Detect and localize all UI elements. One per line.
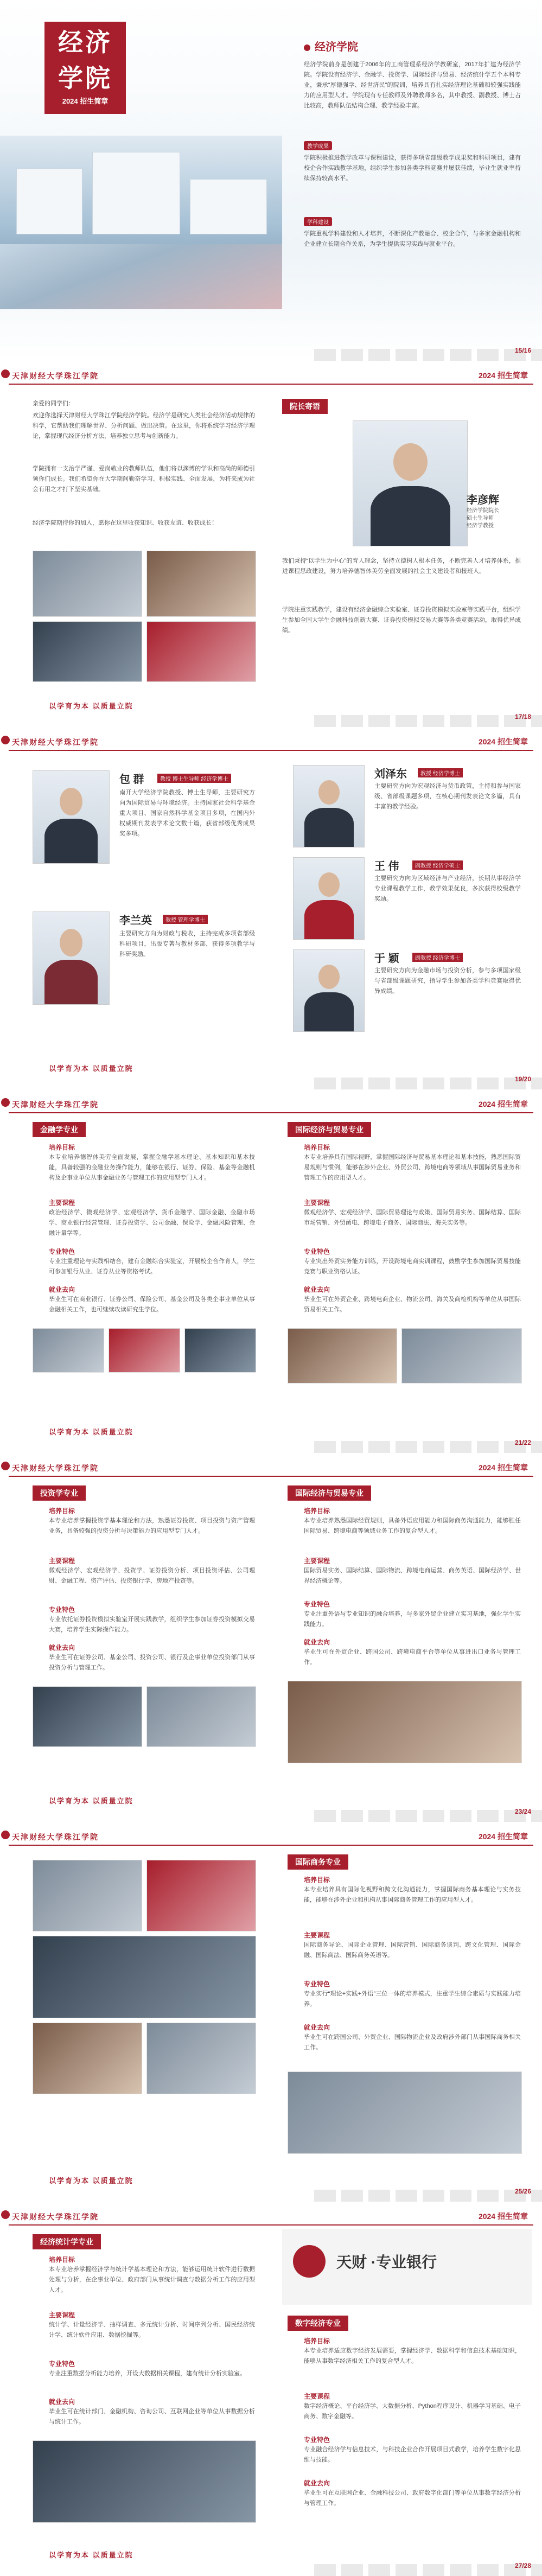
footer-stripes xyxy=(314,1077,542,1089)
sub-heading: 专业特色 xyxy=(49,1248,75,1255)
major-photo xyxy=(146,1686,256,1747)
major-photo xyxy=(109,1328,180,1373)
major-photo xyxy=(146,1860,256,1931)
major-paragraph: 本专业培养具有国际化视野和跨文化沟通能力，掌握国际商务基本理论与实务技能，能够在涉外企业和机构从事国际商务管理工作的应用型人才。 xyxy=(304,1886,521,1903)
dean-name: 李彦辉 xyxy=(467,494,499,506)
teacher-role: 教授 管理学博士 xyxy=(163,915,208,924)
school-logo-icon xyxy=(1,1831,10,1839)
building-shape xyxy=(190,179,267,234)
cooperation-paragraph: 学院重视学科建设和人才培养，不断深化产教融合、校企合作，与多家金融机构和企业建立长期合作关系，为学生提供实习实践与就业平台。 xyxy=(304,231,521,247)
bullet-dot-icon xyxy=(304,44,310,51)
sub-heading: 专业特色 xyxy=(304,1248,330,1255)
major-paragraph: 本专业培养掌握投资学基本理论和方法，熟悉证券投资、项目投资与资产管理业务，具备较强的投资分析与决策能力的应用型专门人才。 xyxy=(49,1517,255,1534)
sub-heading: 主要课程 xyxy=(49,2311,75,2319)
school-logo-icon xyxy=(1,736,10,744)
teacher-bio: 南开大学经济学院教授、博士生导师，主要研究方向为国际贸易与环境经济。主持国家社会科学基金重大项目、国家自然科学基金项目多项，在国内外权威期刊发表学术论文数十篇，获省部级优秀成果奖多项。 xyxy=(119,789,255,837)
sub-heading: 主要课程 xyxy=(304,2393,330,2400)
sub-heading: 专业特色 xyxy=(49,1606,75,1614)
major-paragraph: 统计学、计量经济学、抽样调查、多元统计分析、时间序列分析、国民经济统计学、统计软件应用、数据挖掘等。 xyxy=(49,2322,255,2338)
teacher-photo xyxy=(33,911,110,1005)
teacher-role: 教授 博士生导师 经济学博士 xyxy=(157,774,231,783)
major-photo xyxy=(33,1860,142,1931)
slogan: 以学育为本 以质量立院 xyxy=(49,1428,133,1436)
sub-heading: 专业特色 xyxy=(304,1980,330,1988)
sub-heading: 培养目标 xyxy=(304,1144,330,1151)
highlights-paragraph: 学院积极推进教学改革与课程建设，获得多项省部级教学成果奖和科研项目，建有校企合作实践教学基地，组织学生参加各类学科竞赛并屡获佳绩，毕业生就业率持续保持较高水平。 xyxy=(304,155,521,182)
page-header xyxy=(9,735,533,751)
major-paragraph: 微观经济学、宏观经济学、投资学、证券投资分析、项目投资评估、公司理财、金融工程、资产评估、投资银行学、房地产投资等。 xyxy=(49,1567,255,1584)
major-photo xyxy=(401,1328,522,1383)
letter-paragraph-1: 欢迎你选择天津财经大学珠江学院经济学院。经济学是研究人类社会经济活动规律的科学，它帮助我们理解世界、分析问题、做出决策。在这里，你将系统学习经济学理论，掌握现代经济分析方法，培养独立思考与创新能力。 xyxy=(33,412,255,439)
school-name: 天津财经大学珠江学院 xyxy=(12,2213,99,2222)
major-photo xyxy=(33,1686,142,1747)
major-paragraph: 毕业生可在统计部门、金融机构、咨询公司、互联网企业等单位从事数据分析与统计工作。 xyxy=(49,2408,255,2425)
school-logo-icon xyxy=(1,1098,10,1107)
guide-title: 2024 招生简章 xyxy=(478,737,528,746)
page-number: 15/16 xyxy=(514,347,531,354)
major-photo xyxy=(33,1936,256,2018)
school-logo-icon xyxy=(1,2210,10,2219)
decorative-wave xyxy=(0,244,282,309)
major-paragraph: 毕业生可在证券公司、基金公司、投资公司、银行及企事业单位投资部门从事投资分析与管理工作。 xyxy=(49,1654,255,1671)
school-logo-icon xyxy=(1,369,10,378)
teacher-bio: 主要研究方向为金融市场与投资分析，参与多项国家级与省部级课题研究，指导学生参加各类学科竞赛取得优异成绩。 xyxy=(374,967,521,994)
major-paragraph: 毕业生可在跨国公司、外贸企业、国际物流企业及政府涉外部门从事国际商务相关工作。 xyxy=(304,2034,521,2051)
major-paragraph: 数字经济概论、平台经济学、大数据分析、Python程序设计、机器学习基础、电子商务、数字金融等。 xyxy=(304,2403,521,2420)
major-title: 金融学专业 xyxy=(33,1122,86,1137)
major-paragraph: 毕业生可在外贸企业、跨国公司、跨境电商平台等单位从事进出口业务与管理工作。 xyxy=(304,1649,521,1666)
major-paragraph: 毕业生可在互联网企业、金融科技公司、政府数字化部门等单位从事数字经济分析与管理工作。 xyxy=(304,2490,521,2507)
teacher-photo xyxy=(293,765,365,847)
highlights-tag: 教学成果 xyxy=(304,141,334,151)
right-paragraph-2: 学院注重实践教学，建设有经济金融综合实验室、证券投资模拟实验室等实践平台，组织学生参加全国大学生金融科技创新大赛、证券投资模拟交易大赛等各类竞赛活动，取得优异成绩。 xyxy=(282,607,521,634)
sub-heading: 主要课程 xyxy=(304,1557,330,1565)
major-paragraph: 专业注重理论与实践相结合，建有金融综合实验室，开展校企合作育人，学生可参加银行从业、证券从业等资格考试。 xyxy=(49,1258,255,1275)
activity-photo xyxy=(33,551,142,617)
page-header xyxy=(9,1461,533,1477)
slogan: 以学育为本 以质量立院 xyxy=(49,1064,133,1073)
cover-title-banner xyxy=(44,22,126,114)
cover-title-line1: 经济 xyxy=(58,28,112,57)
teacher-role: 副教授 经济学博士 xyxy=(412,953,463,962)
major-photo xyxy=(33,2023,142,2094)
major-paragraph: 微观经济学、宏观经济学、国际贸易理论与政策、国际贸易实务、国际结算、国际市场营销、外贸函电、跨境电子商务、国际商法、海关实务等。 xyxy=(304,1209,521,1226)
page-header xyxy=(9,1097,533,1113)
teacher-bio: 主要研究方向为财政与税收，主持完成多项省部级科研项目，出版专著与教材多部，获得多项教学与科研奖励。 xyxy=(119,930,255,958)
page-number: 23/24 xyxy=(514,1808,531,1815)
teachers-page xyxy=(0,727,542,1089)
sub-heading: 就业去向 xyxy=(304,2479,330,2487)
major-title: 国际经济与贸易专业 xyxy=(288,1485,371,1501)
slogan: 以学育为本 以质量立院 xyxy=(49,2177,133,2185)
building-shape xyxy=(92,152,180,234)
dean-photo xyxy=(353,420,468,546)
sub-heading: 主要课程 xyxy=(304,1199,330,1207)
sub-heading: 主要课程 xyxy=(304,1931,330,1939)
major-photo xyxy=(288,1328,397,1383)
major-paragraph: 本专业培养掌握经济学与统计学基本理论和方法，能够运用统计软件进行数据处理与分析，在企事业单位、政府部门从事统计调查与数据分析工作的应用型人才。 xyxy=(49,2266,255,2293)
footer-stripes xyxy=(314,2564,542,2576)
footer-stripes xyxy=(314,1810,542,1822)
guide-title: 2024 招生简章 xyxy=(478,1463,528,1472)
sub-heading: 就业去向 xyxy=(304,2024,330,2031)
major-photo xyxy=(33,1328,104,1373)
major-title: 数字经济专业 xyxy=(288,2316,348,2331)
major-paragraph: 专业注重外语与专业知识的融合培养，与多家外贸企业建立实习基地，强化学生实践能力。 xyxy=(304,1611,521,1628)
sub-heading: 就业去向 xyxy=(304,1286,330,1293)
major-photo xyxy=(288,2071,522,2154)
major-paragraph: 专业实行“理论+实践+外语”三位一体的培养模式，注重学生综合素质与实践能力培养。 xyxy=(304,1991,521,2007)
slogan: 以学育为本 以质量立院 xyxy=(49,702,133,710)
activity-photo xyxy=(146,621,256,682)
majors-page xyxy=(0,2202,542,2576)
page-header xyxy=(9,2209,533,2226)
bank-sign-text: 天财 ·专业银行 xyxy=(336,2254,437,2271)
sub-heading: 培养目标 xyxy=(49,1144,75,1151)
sub-heading: 培养目标 xyxy=(49,2256,75,2263)
sub-heading: 就业去向 xyxy=(304,1638,330,1646)
teacher-role: 教授 经济学博士 xyxy=(418,768,463,777)
guide-title: 2024 招生简章 xyxy=(478,2212,528,2221)
major-photo xyxy=(146,2023,256,2094)
sub-heading: 专业特色 xyxy=(304,1601,330,1608)
slogan: 以学育为本 以质量立院 xyxy=(49,2551,133,2559)
cover-page xyxy=(0,0,542,361)
cooperation-tag: 学科建设 xyxy=(304,217,334,227)
major-paragraph: 政治经济学、微观经济学、宏观经济学、货币金融学、国际金融、金融市场学、商业银行经营管理、证券投资学、公司金融、保险学、金融风险管理、金融计量学等。 xyxy=(49,1209,255,1236)
major-paragraph: 国际商务导论、国际企业管理、国际营销、国际商务谈判、跨文化管理、国际金融、国际商法、国际商务英语等。 xyxy=(304,1942,521,1959)
school-name: 天津财经大学珠江学院 xyxy=(12,738,99,747)
sub-heading: 培养目标 xyxy=(304,1876,330,1884)
major-paragraph: 本专业培养德智体美劳全面发展，掌握金融学基本理论、基本知识和基本技能，具备较强的金融业务操作能力，能够在银行、证券、保险、基金等金融机构及企事业单位从事金融业务与管理工作的应用型专门人才。 xyxy=(49,1154,255,1181)
sub-heading: 培养目标 xyxy=(49,1507,75,1515)
teacher-name: 包 群 xyxy=(119,774,144,786)
footer-stripes xyxy=(314,1441,542,1453)
bank-logo-icon xyxy=(293,2245,326,2278)
teacher-photo xyxy=(293,949,365,1032)
activity-photo xyxy=(146,551,256,617)
school-name: 天津财经大学珠江学院 xyxy=(12,1464,99,1473)
teacher-name: 王 伟 xyxy=(374,860,399,872)
sub-heading: 培养目标 xyxy=(304,2337,330,2345)
teacher-name: 李兰英 xyxy=(119,915,152,927)
teacher-photo xyxy=(33,770,110,864)
guide-title: 2024 招生简章 xyxy=(478,371,528,380)
major-paragraph: 专业突出外贸实务能力训练，开设跨境电商实训课程，鼓励学生参加国际贸易技能竞赛与职业资格认证。 xyxy=(304,1258,521,1275)
teacher-name: 刘泽东 xyxy=(374,768,407,780)
dean-page xyxy=(0,361,542,727)
teacher-role: 副教授 经济学硕士 xyxy=(412,860,463,870)
building-shape xyxy=(16,168,82,234)
major-paragraph: 本专业培养熟悉国际经贸规则，具备外语应用能力和国际商务沟通能力，能够胜任国际贸易、跨境电商等领域业务工作的复合型人才。 xyxy=(304,1517,521,1534)
major-title: 国际商务专业 xyxy=(288,1854,348,1870)
campus-illustration xyxy=(0,136,282,309)
major-paragraph: 本专业培养具有国际视野，掌握国际经济与贸易基本理论和基本技能，熟悉国际贸易规则与惯例，能够在涉外企业、外贸公司、跨境电商等领域从事国际贸易业务和管理工作的应用型人才。 xyxy=(304,1154,521,1181)
teacher-bio: 主要研究方向为区域经济与产业经济，长期从事经济学专业课程教学工作，教学效果优良，多次获得校级教学奖励。 xyxy=(374,875,521,902)
majors-page xyxy=(0,1453,542,1822)
intro-paragraph: 经济学院前身是创建于2006年的工商管理系经济学教研室，2017年扩建为经济学院。学院设有经济学、金融学、投资学、国际经济与贸易、经济统计学五个本科专业，秉承“厚德强学、经世济民”的院训，培养具有扎实经济理论基础和较强实践能力的应用型人才。学院现有专任教师及外聘教师多名，其中教授、副教授、博士占比较高，教师队伍结构合理、教学经验丰富。 xyxy=(304,61,521,109)
teacher-bio: 主要研究方向为宏观经济与货币政策，主持和参与国家级、省部级课题多项，在核心期刊发表论文多篇，具有丰富的教学经验。 xyxy=(374,783,521,810)
cover-subtitle: 2024 招生简章 xyxy=(62,97,109,105)
letter-greeting: 亲爱的同学们： xyxy=(33,400,74,407)
major-title: 经济统计学专业 xyxy=(33,2234,101,2249)
major-paragraph: 专业融合经济学与信息技术，与科技企业合作开展项目式教学，培养学生数字化思维与技能。 xyxy=(304,2446,521,2463)
section-title: 经济学院 xyxy=(304,38,358,54)
page-number: 21/22 xyxy=(514,1439,531,1446)
sub-heading: 主要课程 xyxy=(49,1199,75,1207)
slogan: 以学育为本 以质量立院 xyxy=(49,1797,133,1805)
sub-heading: 就业去向 xyxy=(49,1644,75,1652)
page-header xyxy=(9,1829,533,1846)
major-photo xyxy=(184,1328,256,1373)
sub-heading: 专业特色 xyxy=(304,2436,330,2444)
school-name: 天津财经大学珠江学院 xyxy=(12,372,99,381)
letter-paragraph-2: 学院拥有一支治学严谨、爱岗敬业的教师队伍，他们将以渊博的学识和高尚的师德引领你们成长。我们希望你在大学期间勤奋学习、积极实践、全面发展，为将来成为社会有用之才打下坚实基础。 xyxy=(33,466,255,493)
bank-sign-photo xyxy=(282,2229,532,2305)
page-number: 27/28 xyxy=(514,2562,531,2569)
sub-heading: 就业去向 xyxy=(49,1286,75,1293)
sub-heading: 培养目标 xyxy=(304,1507,330,1515)
majors-page xyxy=(0,1089,542,1453)
school-name: 天津财经大学珠江学院 xyxy=(12,1101,99,1110)
footer-stripes xyxy=(314,715,542,727)
major-title: 投资学专业 xyxy=(33,1485,86,1501)
page-number: 17/18 xyxy=(514,713,531,720)
page-header xyxy=(9,368,533,385)
major-paragraph: 毕业生可在外贸企业、跨境电商企业、物流公司、海关及商检机构等单位从事国际贸易相关工作。 xyxy=(304,1296,521,1313)
school-name: 天津财经大学珠江学院 xyxy=(12,1833,99,1842)
footer-stripes xyxy=(314,349,542,361)
dean-title: 经济学院院长 硕士生导师 经济学教授 xyxy=(467,508,499,529)
right-paragraph-1: 我们秉持“以学生为中心”的育人理念，坚持立德树人根本任务，不断完善人才培养体系，推进课程思政建设，努力培养德智体美劳全面发展的社会主义建设者和接班人。 xyxy=(282,558,521,575)
majors-page xyxy=(0,1822,542,2202)
teacher-photo xyxy=(293,857,365,940)
major-paragraph: 毕业生可在商业银行、证券公司、保险公司、基金公司及各类企事业单位从事金融相关工作，也可继续攻读研究生学位。 xyxy=(49,1296,255,1313)
major-paragraph: 国际贸易实务、国际结算、国际物流、跨境电商运营、商务英语、国际经济学、世界经济概论等。 xyxy=(304,1567,521,1584)
sub-heading: 专业特色 xyxy=(49,2360,75,2368)
school-logo-icon xyxy=(1,1462,10,1470)
guide-title: 2024 招生简章 xyxy=(478,1100,528,1108)
letter-paragraph-3: 经济学院期待你的加入，愿你在这里收获知识、收获友谊、收获成长！ xyxy=(33,520,218,526)
page-number: 19/20 xyxy=(514,1075,531,1083)
major-photo xyxy=(288,1681,522,1763)
major-title: 国际经济与贸易专业 xyxy=(288,1122,371,1137)
footer-stripes xyxy=(314,2190,542,2202)
dean-section-title: 院长寄语 xyxy=(282,399,328,414)
major-photo xyxy=(33,2440,256,2523)
activity-photo xyxy=(33,621,142,682)
major-paragraph: 本专业培养适应数字经济发展需要，掌握经济学、数据科学和信息技术基础知识，能够从事数字经济相关工作的复合型人才。 xyxy=(304,2348,521,2364)
teacher-name: 于 颖 xyxy=(374,953,399,965)
guide-title: 2024 招生简章 xyxy=(478,1832,528,1841)
cover-title-line2: 学院 xyxy=(58,63,112,93)
sub-heading: 就业去向 xyxy=(49,2398,75,2406)
sub-heading: 主要课程 xyxy=(49,1557,75,1565)
page-number: 25/26 xyxy=(514,2188,531,2195)
major-paragraph: 专业注重数据分析能力培养，开设大数据相关课程，建有统计分析实验室。 xyxy=(49,2370,246,2377)
major-paragraph: 专业依托证券投资模拟实验室开展实践教学，组织学生参加证券投资模拟交易大赛，培养学生实际操作能力。 xyxy=(49,1616,255,1633)
